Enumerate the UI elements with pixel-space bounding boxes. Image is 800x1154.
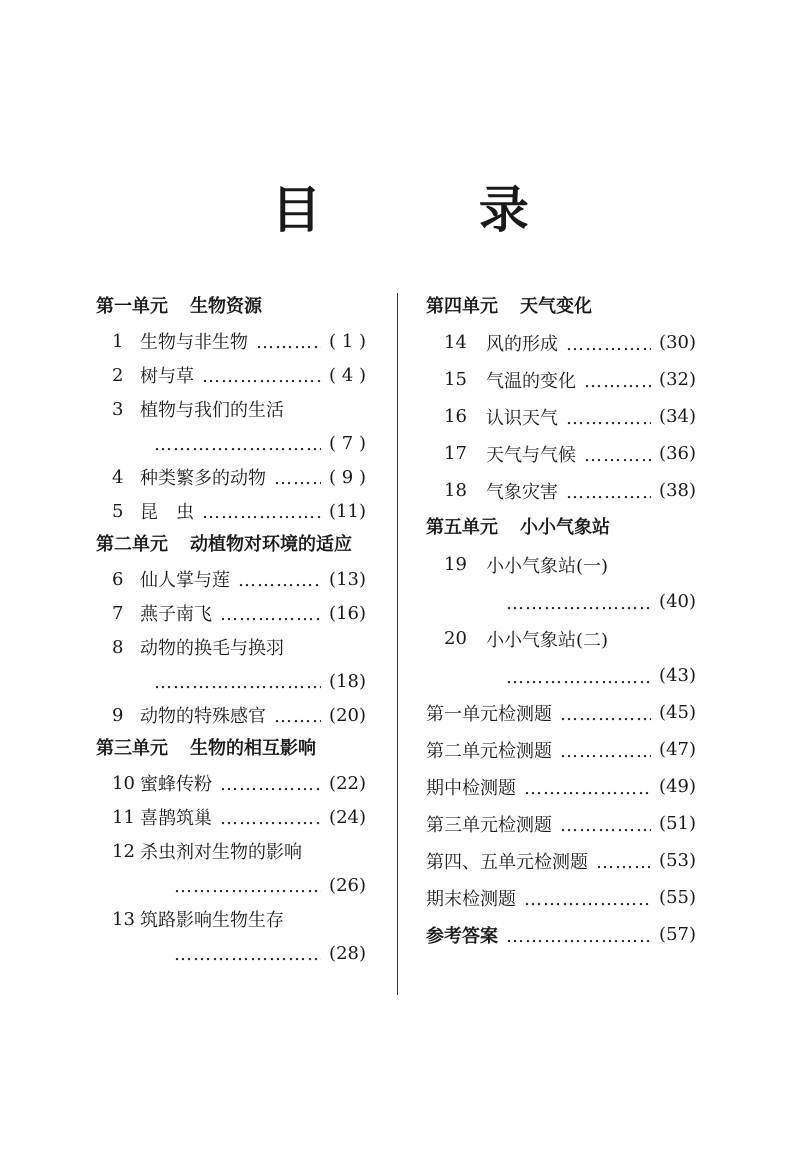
toc-entry[interactable] (96, 630, 366, 664)
toc-entry[interactable] (96, 698, 366, 732)
entry-title: 筑路影响生物生存 (140, 910, 284, 931)
toc-answers-entry[interactable] (426, 916, 696, 953)
entry-page: (18) (329, 670, 366, 692)
leader-dots (220, 604, 321, 622)
leader-dots (220, 774, 321, 792)
column-divider (397, 293, 398, 995)
toc-entry-continuation[interactable] (426, 583, 696, 620)
entry-page: (55) (659, 887, 696, 908)
entry-title: 动物的特殊感官 (140, 706, 266, 727)
entry-title: 认识天气 (486, 407, 558, 429)
entry-title: 第二单元检测题 (426, 740, 552, 762)
entry-number: 18 (444, 480, 467, 501)
entry-page: (40) (659, 591, 696, 612)
toc-entry[interactable] (96, 324, 366, 358)
leader-dots (560, 704, 651, 722)
entry-number: 9 (112, 704, 124, 726)
toc-test-entry[interactable] (426, 805, 696, 842)
leader-dots (566, 482, 651, 500)
entry-page: (49) (659, 776, 696, 797)
leader-dots (524, 889, 651, 907)
entry-page: (22) (329, 772, 366, 794)
toc-test-entry[interactable] (426, 842, 696, 879)
entry-title: 喜鹊筑巢 (140, 808, 212, 829)
entry-title: 天气与气候 (486, 444, 576, 466)
entry-page: (16) (329, 602, 366, 624)
entry-number: 11 (112, 806, 135, 828)
unit-name: 生物资源 (190, 296, 262, 317)
entry-title: 期末检测题 (426, 888, 516, 910)
toc-entry-continuation[interactable] (426, 657, 696, 694)
entry-number: 10 (112, 772, 135, 794)
entry-title: 气温的变化 (486, 370, 576, 392)
entry-number: 3 (112, 398, 124, 420)
entry-page: (51) (659, 813, 696, 834)
leader-dots (560, 815, 651, 833)
entry-page: (57) (659, 924, 696, 945)
unit-label: 第三单元 (96, 738, 168, 759)
entry-page: ( 7 ) (329, 432, 366, 454)
unit-heading[interactable] (96, 290, 366, 324)
entry-page: (38) (659, 480, 696, 501)
toc-entry[interactable] (426, 620, 696, 657)
leader-dots (584, 445, 651, 463)
toc-test-entry[interactable] (426, 768, 696, 805)
toc-entry[interactable] (96, 596, 366, 630)
entry-number: 17 (444, 443, 467, 464)
leader-dots (584, 371, 651, 389)
entry-page: (43) (659, 665, 696, 686)
toc-entry[interactable] (96, 902, 366, 936)
leader-dots (506, 926, 651, 944)
toc-test-entry[interactable] (426, 731, 696, 768)
entry-number: 16 (444, 406, 467, 427)
entry-number: 12 (112, 840, 135, 862)
toc-entry[interactable] (96, 834, 366, 868)
entry-page: (45) (659, 702, 696, 723)
toc-right-column (426, 290, 696, 953)
unit-label: 第一单元 (96, 296, 168, 317)
toc-entry[interactable] (96, 800, 366, 834)
toc-entry[interactable] (96, 358, 366, 392)
toc-test-entry[interactable] (426, 694, 696, 731)
entry-number: 15 (444, 369, 467, 390)
entry-title: 昆 虫 (140, 502, 194, 523)
entry-title: 杀虫剂对生物的影响 (140, 842, 302, 863)
toc-entry[interactable] (96, 392, 366, 426)
toc-entry-continuation[interactable] (96, 426, 366, 460)
entry-page: (13) (329, 568, 366, 590)
entry-title: 动物的换毛与换羽 (140, 638, 284, 659)
unit-name: 小小气象站 (520, 517, 610, 538)
entry-number: 7 (112, 602, 124, 624)
entry-title: 期中检测题 (426, 777, 516, 799)
leader-dots (274, 468, 321, 486)
entry-number: 2 (112, 364, 124, 386)
leader-dots (174, 944, 321, 962)
leader-dots (238, 570, 321, 588)
entry-number: 13 (112, 908, 135, 930)
entry-title: 仙人掌与莲 (140, 570, 230, 591)
page-title: 目 录 (271, 181, 599, 239)
entry-page: ( 9 ) (329, 466, 366, 488)
toc-left-column (96, 290, 366, 970)
entry-page: (34) (659, 406, 696, 427)
entry-number: 20 (444, 628, 467, 649)
entry-title: 第四、五单元检测题 (426, 851, 588, 873)
unit-name: 天气变化 (520, 296, 592, 317)
leader-dots (256, 332, 321, 350)
entry-title: 植物与我们的生活 (140, 400, 284, 421)
entry-page: (53) (659, 850, 696, 871)
leader-dots (174, 876, 321, 894)
leader-dots (202, 366, 321, 384)
entry-number: 8 (112, 636, 124, 658)
toc-entry[interactable] (96, 460, 366, 494)
leader-dots (560, 741, 651, 759)
leader-dots (506, 667, 651, 685)
entry-page: ( 1 ) (329, 330, 366, 352)
entry-page: (20) (329, 704, 366, 726)
leader-dots (154, 434, 321, 452)
leader-dots (220, 808, 321, 826)
leader-dots (154, 672, 321, 690)
leader-dots (566, 334, 651, 352)
entry-title: 种类繁多的动物 (140, 468, 266, 489)
toc-entry-continuation[interactable] (96, 664, 366, 698)
entry-page: (32) (659, 369, 696, 390)
leader-dots (524, 778, 651, 796)
entry-title: 树与草 (140, 366, 194, 387)
entry-title: 生物与非生物 (140, 332, 248, 353)
entry-title: 蜜蜂传粉 (140, 774, 212, 795)
entry-page: (24) (329, 806, 366, 828)
entry-title: 小小气象站(一) (486, 555, 609, 577)
leader-dots (506, 593, 651, 611)
entry-title: 气象灾害 (486, 481, 558, 503)
entry-number: 1 (112, 330, 124, 352)
entry-number: 6 (112, 568, 124, 590)
entry-number: 4 (112, 466, 124, 488)
toc-entry[interactable] (426, 472, 696, 509)
toc-entry[interactable] (426, 324, 696, 361)
toc-entry[interactable] (96, 562, 366, 596)
leader-dots (202, 502, 321, 520)
unit-heading[interactable] (96, 528, 366, 562)
unit-heading[interactable] (96, 732, 366, 766)
entry-title: 小小气象站(二) (486, 629, 609, 651)
unit-label: 第五单元 (426, 517, 498, 538)
entry-title: 燕子南飞 (140, 604, 212, 625)
unit-label: 第四单元 (426, 296, 498, 317)
toc-entry[interactable] (426, 398, 696, 435)
toc-entry[interactable] (426, 361, 696, 398)
unit-heading[interactable] (426, 290, 696, 324)
entry-page: (36) (659, 443, 696, 464)
toc-entry-continuation[interactable] (96, 868, 366, 902)
leader-dots (274, 706, 321, 724)
leader-dots (596, 852, 651, 870)
unit-name: 动植物对环境的适应 (190, 534, 352, 555)
entry-page: (30) (659, 332, 696, 353)
entry-page: (47) (659, 739, 696, 760)
toc-test-entry[interactable] (426, 879, 696, 916)
entry-title: 第一单元检测题 (426, 703, 552, 725)
toc-entry[interactable] (426, 435, 696, 472)
entry-number: 5 (112, 500, 124, 522)
entry-page: (28) (329, 942, 366, 964)
entry-title: 风的形成 (486, 333, 558, 355)
entry-title: 第三单元检测题 (426, 814, 552, 836)
entry-page: (11) (329, 500, 366, 522)
toc-entry[interactable] (96, 766, 366, 800)
toc-entry[interactable] (96, 494, 366, 528)
entry-number: 14 (444, 332, 467, 353)
leader-dots (566, 408, 651, 426)
toc-entry[interactable] (426, 546, 696, 583)
entry-page: ( 4 ) (329, 364, 366, 386)
unit-label: 第二单元 (96, 534, 168, 555)
entry-page: (26) (329, 874, 366, 896)
entry-number: 19 (444, 554, 467, 575)
entry-title: 参考答案 (426, 925, 498, 947)
toc-entry-continuation[interactable] (96, 936, 366, 970)
unit-heading[interactable] (426, 509, 696, 546)
unit-name: 生物的相互影响 (190, 738, 316, 759)
